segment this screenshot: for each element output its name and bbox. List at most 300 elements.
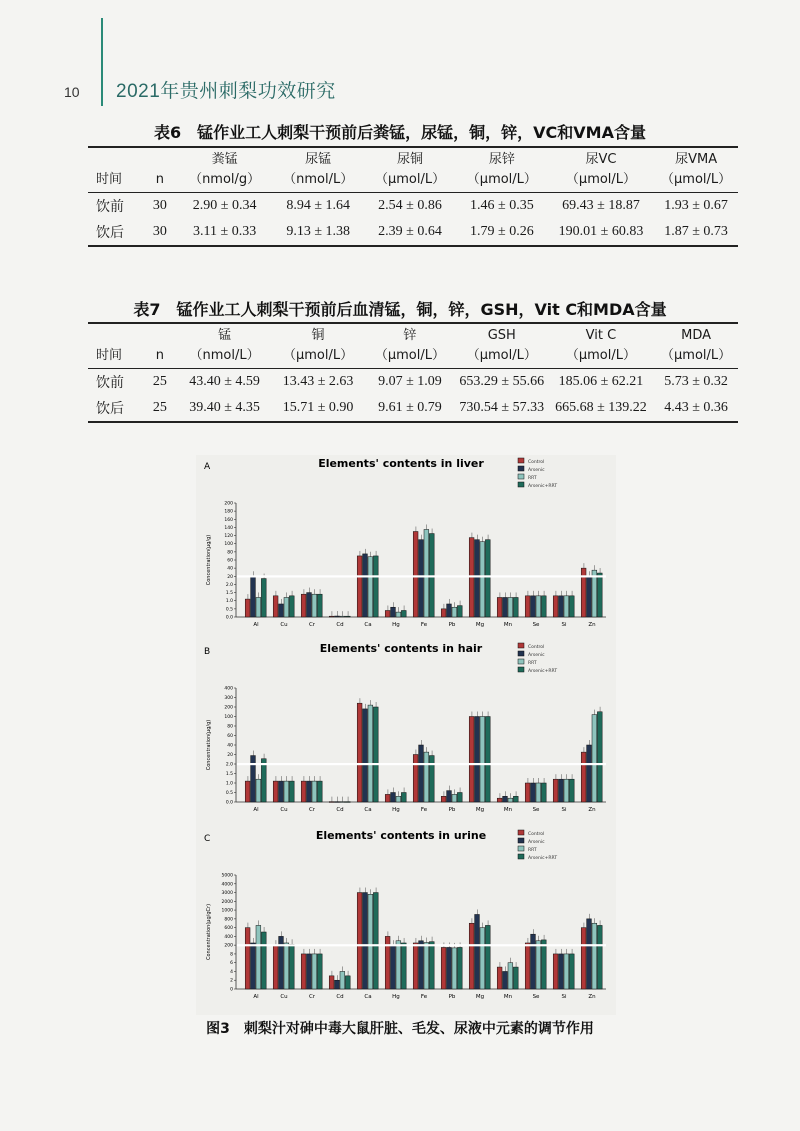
x-tick-label: Pb [448, 622, 456, 628]
y-tick-label: 1000 [221, 908, 233, 914]
bar-arsenic-rrt [345, 802, 350, 803]
x-tick-label: Ca [364, 994, 372, 1000]
table6-row [88, 193, 738, 220]
bar-control [497, 798, 502, 802]
bar-arsenic-rrt [569, 954, 574, 989]
bar-arsenic [531, 934, 536, 989]
y-tick-label: 5000 [221, 873, 233, 879]
table7-col-unit: （μmol/L） [282, 348, 354, 363]
bar-control [525, 596, 530, 617]
panel-title: Elements' contents in urine [315, 829, 487, 842]
x-tick-label: Mg [475, 807, 485, 813]
legend-label: Control [528, 460, 545, 465]
bar-control [385, 610, 390, 617]
bar-arsenic [475, 717, 480, 803]
table6-col-header [177, 147, 272, 193]
table7-col-header [654, 323, 738, 369]
x-tick-label: Zn [588, 994, 596, 1000]
table6-col-name: 尿锌 [488, 152, 515, 167]
bar-control [469, 717, 474, 803]
bar-control [469, 923, 474, 989]
bar-arsenic-rrt [317, 781, 322, 802]
bar-arsenic-rrt [541, 596, 546, 617]
bar-control [245, 599, 250, 617]
legend-swatch [518, 474, 524, 479]
panel-label: C [204, 834, 211, 844]
y-tick-label: 160 [224, 517, 233, 523]
table6-col-name: 尿VC [585, 152, 617, 167]
bar-rrt [592, 715, 597, 802]
x-tick-label: Cr [308, 994, 316, 1000]
bar-rrt [424, 752, 429, 802]
figure3 [196, 455, 616, 1015]
legend-swatch [518, 659, 524, 664]
bar-rrt [340, 802, 345, 803]
table6-col-header [548, 147, 654, 193]
legend-swatch [518, 838, 524, 843]
bar-arsenic [503, 796, 508, 802]
bar-arsenic [279, 781, 284, 802]
bar-arsenic-rrt [429, 756, 434, 802]
y-tick-label: 6 [230, 961, 233, 967]
bar-arsenic [251, 756, 256, 802]
table6-col-header [364, 147, 456, 193]
table6-col-unit [145, 150, 175, 170]
bar-arsenic [587, 745, 592, 802]
table6-col-header [272, 147, 364, 193]
bar-rrt [480, 542, 485, 617]
y-tick-label: 60 [227, 558, 233, 564]
table7-col-name: 锌 [403, 328, 417, 343]
bar-arsenic-rrt [457, 793, 462, 803]
table7-col-unit: （μmol/L） [565, 348, 636, 363]
bar-rrt [340, 971, 345, 989]
bar-rrt [396, 612, 401, 617]
y-tick-label: 1.5 [225, 772, 233, 777]
table7-col-unit: （μmol/L） [466, 348, 537, 363]
table6-col-name: 时间 [96, 172, 123, 187]
bar-rrt [312, 594, 317, 617]
table7-col-header [456, 323, 548, 369]
y-tick-label: 200 [224, 705, 233, 711]
table7-cell: 185.06 ± 62.21 [558, 374, 644, 389]
y-tick-label: 2.0 [225, 582, 233, 588]
table6-cell: 1.93 ± 0.67 [664, 198, 728, 213]
table7-col-name: 铜 [311, 328, 325, 343]
table6-col-header [88, 147, 143, 193]
table7-cell: 4.43 ± 0.36 [664, 400, 728, 415]
bar-rrt [564, 779, 569, 802]
legend-label: Arsenic [528, 840, 545, 845]
table7-row [88, 395, 738, 422]
x-tick-label: Cd [336, 807, 344, 813]
bar-arsenic-rrt [597, 925, 602, 989]
x-tick-label: Al [253, 807, 259, 813]
bar-control [441, 796, 446, 802]
table7-col-unit: （μmol/L） [374, 348, 445, 363]
bar-rrt [564, 596, 569, 617]
table7-col-unit: （μmol/L） [661, 348, 732, 363]
bar-control [273, 596, 278, 617]
table6-col-name: 粪锰 [211, 152, 238, 167]
bar-arsenic-rrt [513, 967, 518, 989]
bar-control [553, 954, 558, 989]
bar-arsenic-rrt [317, 594, 322, 617]
table6-cell: 30 [152, 224, 167, 239]
bar-rrt [508, 798, 513, 802]
table7-col-unit [96, 326, 141, 346]
x-tick-label: Cr [308, 622, 316, 628]
table7-cell: 9.07 ± 1.09 [378, 374, 442, 389]
table6-col-unit [96, 150, 141, 170]
bar-arsenic-rrt [541, 940, 546, 989]
bar-rrt [424, 943, 429, 989]
table6-col-header [143, 147, 177, 193]
bar-rrt [284, 781, 289, 802]
bar-arsenic-rrt [513, 796, 518, 802]
y-tick-label: 8 [230, 952, 233, 958]
bar-arsenic-rrt [261, 579, 266, 617]
bar-rrt [284, 943, 289, 989]
y-tick-label: 0.0 [225, 800, 233, 806]
bar-arsenic-rrt [345, 976, 350, 989]
table7-cell: 13.43 ± 2.63 [282, 374, 354, 389]
y-tick-label: 300 [224, 696, 233, 701]
y-tick-label: 1.5 [225, 591, 233, 597]
legend-label: Arsenic+RRT [528, 856, 558, 861]
bar-arsenic [503, 971, 508, 989]
panel-label: B [204, 647, 211, 657]
bar-rrt [256, 597, 261, 617]
x-tick-label: Mn [503, 994, 513, 1000]
legend-label: Arsenic+RRT [528, 669, 558, 674]
bar-arsenic-rrt [373, 893, 378, 989]
bar-arsenic [447, 791, 452, 802]
table7-cell: 5.73 ± 0.32 [664, 374, 728, 389]
table7-cell: 25 [152, 400, 167, 415]
y-tick-label: 100 [224, 542, 233, 548]
legend-swatch [518, 651, 524, 656]
x-tick-label: Se [532, 622, 540, 628]
bar-rrt [256, 779, 261, 802]
bar-arsenic-rrt [401, 610, 406, 617]
table6-col-unit: （μmol/L） [661, 172, 732, 187]
bar-arsenic-rrt [289, 781, 294, 802]
x-tick-label: Al [253, 994, 259, 1000]
bar-control [357, 893, 362, 989]
bar-arsenic-rrt [429, 534, 434, 617]
legend-label: Arsenic+RRT [528, 484, 558, 489]
table6-col-unit: （μmol/L） [565, 172, 637, 187]
legend-swatch [518, 643, 524, 648]
bar-control [385, 794, 390, 802]
bar-arsenic [335, 980, 340, 989]
table7-col-header [548, 323, 654, 369]
header-vertical-rule [101, 18, 103, 106]
bar-arsenic-rrt [485, 925, 490, 989]
bar-arsenic-rrt [513, 597, 518, 617]
x-tick-label: Pb [448, 994, 456, 1000]
table7-col-name: 时间 [96, 348, 123, 363]
y-tick-label: 20 [227, 753, 233, 758]
bar-control [329, 802, 334, 803]
y-tick-label: 1.0 [225, 781, 233, 787]
x-tick-label: Hg [392, 807, 400, 813]
bar-control [413, 943, 418, 989]
bar-control [357, 556, 362, 617]
table6-col-header [654, 147, 738, 193]
table7-col-name: 锰 [218, 328, 232, 343]
axis-break-band [237, 763, 606, 765]
y-axis-label: Concentration(μg/g) [206, 534, 212, 586]
y-tick-label: 3000 [221, 891, 233, 897]
y-axis-label: Concentration(μg/g) [206, 719, 212, 771]
x-tick-label: Cu [280, 807, 288, 813]
bar-control [553, 779, 558, 802]
bar-arsenic [419, 941, 424, 989]
table6-col-unit: （nmol/L） [283, 172, 354, 187]
bar-arsenic-rrt [289, 944, 294, 989]
table7-cell: 653.29 ± 55.66 [459, 374, 545, 389]
axis-break-band [237, 575, 606, 577]
table7-cell: 39.40 ± 4.35 [189, 400, 260, 415]
table7-col-name: GSH [487, 328, 516, 343]
table6-cell: 30 [152, 198, 167, 213]
bar-rrt [536, 783, 541, 802]
bar-control [497, 967, 502, 989]
bar-arsenic [587, 919, 592, 989]
table6-col-unit: （μmol/L） [374, 172, 446, 187]
y-tick-label: 2.0 [225, 762, 233, 768]
x-tick-label: Si [561, 807, 567, 813]
y-tick-label: 2 [230, 978, 233, 984]
table6-cell: 3.11 ± 0.33 [193, 224, 257, 239]
bar-rrt [424, 529, 429, 617]
y-tick-label: 600 [224, 926, 233, 932]
x-tick-label: Mg [475, 994, 485, 1000]
bar-rrt [508, 963, 513, 989]
bar-rrt [368, 557, 373, 617]
x-tick-label: Zn [588, 807, 596, 813]
bar-control [581, 752, 586, 802]
table7-col-header [88, 323, 143, 369]
x-tick-label: Al [253, 622, 259, 628]
bar-rrt [536, 596, 541, 617]
table6-col-name: n [155, 172, 164, 187]
table7-header-row [88, 323, 738, 369]
bar-rrt [452, 948, 457, 989]
y-tick-label: 80 [227, 550, 233, 556]
table7-col-header [364, 323, 456, 369]
y-tick-label: 80 [227, 724, 233, 730]
y-tick-label: 200 [224, 943, 233, 949]
bar-rrt [256, 925, 261, 989]
x-tick-label: Mg [475, 622, 485, 628]
table7-cell: 25 [152, 374, 167, 389]
bar-arsenic [587, 576, 592, 617]
bar-arsenic-rrt [569, 596, 574, 617]
table6-cell: 饮后 [96, 225, 124, 241]
bar-arsenic [419, 745, 424, 802]
table6-cell: 8.94 ± 1.64 [286, 198, 351, 213]
table6-cell: 9.13 ± 1.38 [286, 224, 351, 239]
bar-arsenic [307, 781, 312, 802]
legend-label: RRT [528, 848, 537, 853]
bar-arsenic [447, 947, 452, 989]
bar-control [413, 755, 418, 803]
legend-label: RRT [528, 476, 537, 481]
bar-control [245, 928, 250, 989]
table7-row [88, 369, 738, 396]
bar-control [553, 596, 558, 617]
legend-label: RRT [528, 661, 537, 666]
y-tick-label: 4000 [221, 882, 233, 888]
bar-rrt [312, 781, 317, 802]
table6-cell: 1.87 ± 0.73 [664, 224, 728, 239]
table7-cell: 15.71 ± 0.90 [282, 400, 354, 415]
legend-label: Arsenic [528, 653, 545, 658]
legend-swatch [518, 846, 524, 851]
bar-rrt [368, 894, 373, 989]
bar-rrt [312, 954, 317, 989]
bar-arsenic-rrt [485, 717, 490, 803]
bar-control [497, 597, 502, 617]
y-tick-label: 60 [227, 734, 233, 739]
table6-cell: 69.43 ± 18.87 [562, 198, 640, 213]
legend-label: Control [528, 645, 545, 650]
y-tick-label: 400 [224, 934, 233, 940]
table6-row [88, 219, 738, 246]
x-tick-label: Si [561, 994, 567, 1000]
bar-arsenic [531, 783, 536, 802]
bar-rrt [508, 597, 513, 617]
table6-col-unit: （nmol/g） [189, 172, 261, 187]
bar-rrt [396, 796, 401, 802]
table7-col-header [143, 323, 177, 369]
bar-rrt [536, 941, 541, 989]
bar-arsenic [279, 604, 284, 617]
bar-rrt [368, 705, 373, 802]
x-tick-label: Pb [448, 807, 456, 813]
figure3-caption: 图3 刺梨汁对砷中毒大鼠肝脏、毛发、尿液中元素的调节作用 [206, 1021, 594, 1037]
bar-rrt [284, 597, 289, 617]
bar-arsenic-rrt [261, 932, 266, 989]
x-tick-label: Cu [280, 994, 288, 1000]
bar-arsenic-rrt [373, 556, 378, 617]
y-tick-label: 1.0 [225, 599, 233, 605]
bar-rrt [592, 923, 597, 989]
bar-arsenic-rrt [597, 573, 602, 617]
bar-arsenic [475, 540, 480, 617]
bar-arsenic [391, 945, 396, 989]
legend-swatch [518, 482, 524, 487]
bar-arsenic-rrt [373, 707, 378, 802]
x-tick-label: Fe [420, 994, 428, 1000]
bar-arsenic-rrt [485, 540, 490, 617]
bar-arsenic [335, 616, 340, 617]
bar-control [441, 609, 446, 617]
table7-col-name: n [155, 348, 165, 363]
x-tick-label: Hg [392, 994, 400, 1000]
bar-arsenic [307, 954, 312, 989]
legend-swatch [518, 667, 524, 672]
legend-swatch [518, 458, 524, 463]
table6-header-row [88, 147, 738, 193]
bar-control [525, 783, 530, 802]
bar-arsenic [559, 596, 564, 617]
bar-control [301, 594, 306, 617]
y-tick-label: 20 [227, 574, 233, 580]
table6-cell: 190.01 ± 60.83 [558, 224, 644, 239]
table7-cell: 饮后 [96, 401, 124, 417]
table7-col-unit: （nmol/L） [189, 348, 260, 363]
bar-control [581, 928, 586, 989]
bar-control [301, 781, 306, 802]
bar-control [357, 703, 362, 802]
table7-cell: 9.61 ± 0.79 [378, 400, 442, 415]
bar-arsenic [559, 779, 564, 802]
bar-arsenic-rrt [261, 759, 266, 802]
table6-cell: 1.79 ± 0.26 [470, 224, 534, 239]
bar-arsenic [447, 604, 452, 617]
bar-arsenic [363, 554, 368, 617]
y-tick-label: 800 [224, 917, 233, 923]
x-tick-label: Ca [364, 622, 372, 628]
table7-col-header [272, 323, 364, 369]
y-tick-label: 100 [224, 715, 233, 720]
table7-col-name: MDA [681, 328, 712, 343]
x-tick-label: Mn [503, 622, 513, 628]
y-tick-label: 0.5 [225, 607, 233, 613]
table7-cell: 665.68 ± 139.22 [555, 400, 647, 415]
bar-control [273, 945, 278, 989]
bar-arsenic-rrt [317, 954, 322, 989]
y-tick-label: 4 [230, 969, 233, 975]
panel-title: Elements' contents in hair [319, 642, 483, 655]
y-tick-label: 120 [224, 534, 233, 540]
panel-title: Elements' contents in liver [318, 457, 484, 470]
x-tick-label: Cd [336, 994, 344, 1000]
table6-cell: 2.39 ± 0.64 [378, 224, 442, 239]
x-tick-label: Cd [336, 622, 344, 628]
y-tick-label: 40 [227, 743, 233, 749]
bar-arsenic [475, 914, 480, 989]
y-tick-label: 2000 [221, 899, 233, 905]
table7-cell: 饮前 [96, 375, 124, 391]
bar-arsenic-rrt [345, 616, 350, 617]
bar-arsenic-rrt [541, 783, 546, 802]
bar-arsenic-rrt [401, 793, 406, 803]
table6-col-unit: （μmol/L） [466, 172, 537, 187]
table6-col-name: 尿锰 [305, 152, 332, 167]
x-tick-label: Hg [392, 622, 400, 628]
x-tick-label: Mn [503, 807, 513, 813]
x-tick-label: Se [532, 994, 540, 1000]
table6-col-header [456, 147, 548, 193]
y-tick-label: 0.0 [225, 615, 233, 621]
table6 [88, 146, 738, 247]
bar-control [413, 532, 418, 618]
bar-arsenic-rrt [569, 779, 574, 802]
y-tick-label: 200 [224, 501, 233, 507]
bar-arsenic [251, 576, 256, 617]
y-tick-label: 140 [224, 525, 233, 531]
y-tick-label: 0.5 [225, 791, 233, 796]
bar-arsenic [559, 954, 564, 989]
bar-arsenic-rrt [597, 712, 602, 802]
bar-rrt [396, 941, 401, 989]
x-tick-label: Fe [420, 807, 428, 813]
